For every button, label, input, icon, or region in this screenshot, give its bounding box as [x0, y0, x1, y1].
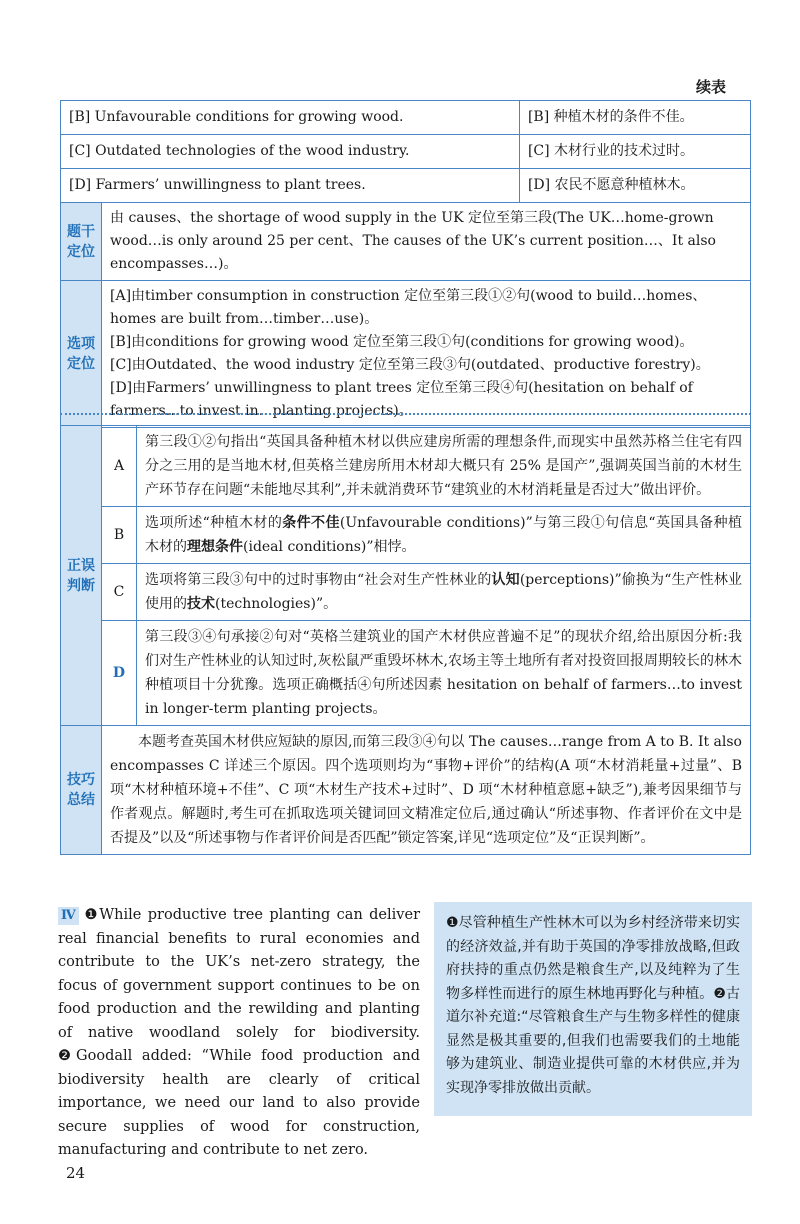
key-term: 认知 — [491, 572, 520, 588]
option-b-chinese: [B] 种植木材的条件不佳。 — [519, 101, 750, 135]
key-term: 技术 — [187, 596, 215, 612]
row-letter-answer: D — [102, 621, 137, 726]
text-run: 第三段①②句指出“英国具备种植木材以供应建房所需的理想条件,而现实中虽然苏格兰住宅有四分之三用的是当地木材,但英格兰建房所用木材却大概只有 25% 是国产”,强调英国当前的木材生产环节存在问题“未能地尽其利”,并未就消费环节“建筑业的木材消耗量是否过大”做出评价。 — [145, 434, 742, 498]
translation-box — [434, 902, 752, 1116]
table-row — [61, 203, 751, 281]
table-row — [61, 426, 751, 507]
text-run: 第三段③④句承接②句对“英格兰建筑业的国产木材供应普遍不足”的现状介绍,给出原因分析:我们对生产性林业的认知过时,灰松鼠严重毁坏林木,农场主等土地所有者对投资回报周期较长的林木种植项目十分犹豫。选项正确概括④句所述因素 hesitation on behalf of farmers…to invest in longer-term planting projects。 — [145, 629, 742, 717]
table-row — [61, 101, 751, 135]
option-locate-line: [D]由Farmers’ unwillingness to plant trees 定位至第三段④句(hesitation on behalf of farmers…to invest in…planting projects)。 — [110, 380, 693, 419]
passage-paragraph — [58, 904, 420, 1163]
judge-text — [137, 507, 751, 564]
stem-locate-label: 题干定位 — [61, 203, 102, 281]
option-b-english: [B] Unfavourable conditions for growing wood. — [61, 101, 520, 135]
key-term: 理想条件 — [187, 539, 243, 555]
judge-label: 正误判断 — [61, 426, 102, 726]
judge-text — [137, 564, 751, 621]
option-d-english: [D] Farmers’ unwillingness to plant trees. — [61, 169, 520, 203]
table-row — [61, 564, 751, 621]
judge-paragraph — [145, 568, 742, 616]
text-run: 选项将第三段③句中的过时事物由“社会对生产性林业的 — [145, 572, 492, 588]
judge-paragraph — [145, 430, 742, 502]
skill-summary — [102, 726, 751, 855]
text-run: (Unfavourable conditions)”与第三段①句信息“英国具备种植木材的 — [145, 515, 743, 555]
row-letter: A — [102, 426, 137, 507]
judge-text — [137, 621, 751, 726]
judge-text — [137, 426, 751, 507]
table-row — [61, 726, 751, 855]
translation-text: ❶尽管种植生产性林木可以为乡村经济带来切实的经济效益,并有助于英国的净零排放战略,但政府扶持的重点仍然是粮食生产,以及纯粹为了生物多样性而进行的原生林地再野化与种植。❷古道尔补充道:“尽管粮食生产与生物多样性的健康显然是极其重要的,但我们也需要我们的土地能够为建筑业、制造业提供可靠的木材供应,并为实现净零排放做出贡献。 — [446, 915, 740, 1096]
dotted-divider — [60, 413, 751, 415]
stem-locate-text: 由 causes、the shortage of wood supply in the UK 定位至第三段(The UK…home-grown wood…is only around 25 per cent、The causes of the UK’s current position…、It also encompasses…)。 — [102, 203, 751, 281]
row-letter: B — [102, 507, 137, 564]
option-locate-label: 选项定位 — [61, 281, 102, 428]
table-row — [61, 169, 751, 203]
skill-label: 技巧总结 — [61, 726, 102, 855]
table-row — [61, 135, 751, 169]
option-locate-line: [B]由conditions for growing wood 定位至第三段①句(conditions for growing wood)。 — [110, 334, 694, 350]
text-run: (technologies)”。 — [215, 596, 338, 612]
judgement-table — [60, 425, 751, 855]
option-locate-line: [A]由timber consumption in construction 定位至第三段①②句(wood to build…homes、homes are built from…timber…use)。 — [110, 288, 707, 327]
judge-paragraph — [145, 625, 742, 721]
skill-text: 本题考查英国木材供应短缺的原因,而第三段③④句以 The causes…range from A to B. It also encompasses C 详述三个原因。四个选项则均为“事物+评价”的结构(A 项“木材消耗量+过量”、B 项“木材种植环境+不佳”、C 项“木材生产技术+过时”、D 项“木材种植意愿+缺乏”),兼考因果细节与作者观点。解题时,考生可在抓取选项关键词回文精准定位后,通过确认“所述事物、作者评价在文中是否提及”以及“所述事物与作者评价间是否匹配”锁定答案,详见“选项定位”及“正误判断”。 — [110, 734, 742, 846]
table-row — [61, 507, 751, 564]
text-run: 选项所述“种植木材的 — [145, 515, 283, 531]
row-letter: C — [102, 564, 137, 621]
table-row — [61, 621, 751, 726]
text-run: (perceptions)”偷换为“生产性林业使用的 — [145, 572, 743, 612]
page-number: 24 — [66, 1164, 86, 1182]
option-locate-text — [102, 281, 751, 428]
key-term: 条件不佳 — [282, 515, 340, 531]
continued-label: 续表 — [695, 78, 726, 96]
option-d-chinese: [D] 农民不愿意种植林木。 — [519, 169, 750, 203]
option-c-chinese: [C] 木材行业的技术过时。 — [519, 135, 750, 169]
paragraph-number: Ⅳ — [58, 907, 79, 925]
option-c-english: [C] Outdated technologies of the wood industry. — [61, 135, 520, 169]
option-locate-line: [C]由Outdated、the wood industry 定位至第三段③句(outdated、productive forestry)。 — [110, 357, 710, 373]
table-row — [61, 281, 751, 428]
option-locate-table — [60, 100, 751, 428]
judge-paragraph — [145, 511, 742, 559]
text-run: (ideal conditions)”相悖。 — [243, 539, 416, 555]
passage-text: ❶While productive tree planting can deliver real financial benefits to rural economies and contribute to the UK’s net-zero strategy, the focus of government support continues to be on food production and the rewilding and planting of native woodland solely for biodiversity. ❷Goodall added: “While food production and biodiversity health are clearly of critical importance, we need our land to also provide secure supplies of wood for construction, manufacturing and contribute to net zero. — [58, 907, 420, 1158]
